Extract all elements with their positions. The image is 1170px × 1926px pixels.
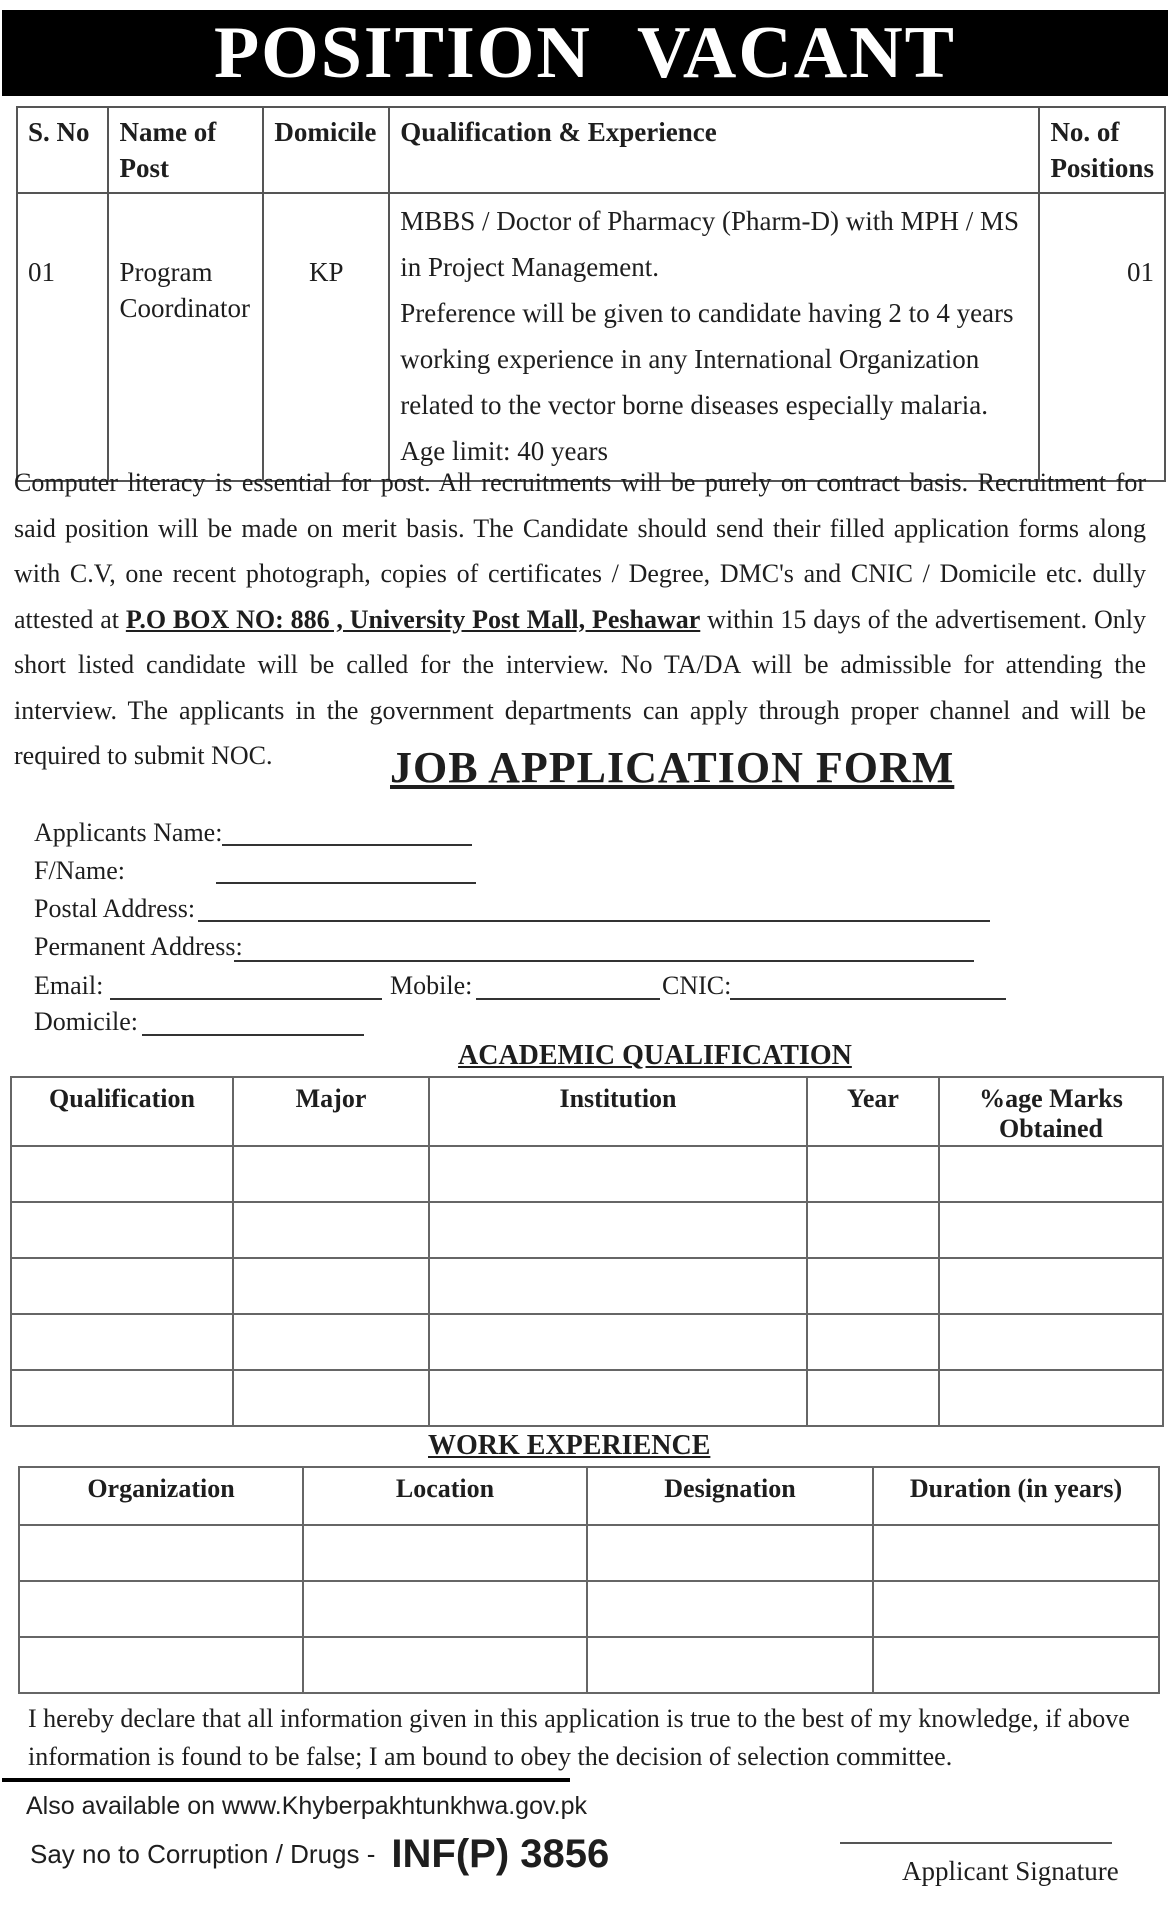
academic-header-row <box>11 1077 1163 1146</box>
table-cell[interactable] <box>429 1202 807 1258</box>
table-cell[interactable] <box>233 1146 429 1202</box>
cell-qualification <box>389 193 1039 481</box>
slogan-text: Say no to Corruption / Drugs - <box>30 1839 376 1869</box>
header-organization: Organization <box>19 1467 303 1525</box>
email-label: Email: <box>34 971 104 1000</box>
table-cell[interactable] <box>939 1202 1163 1258</box>
domicile-field[interactable] <box>142 1034 364 1036</box>
table-cell[interactable] <box>429 1146 807 1202</box>
notice-text: Computer literacy is essential for post. All recruitments will be purely on contract basis. Recruitment for said position will be made on merit basis. The Candidate should send their filled application forms along with C.V, one recent photograph, copies of certificates / Degree, DMC's and CNIC / Domicile etc. dully attested at <box>14 468 1146 634</box>
academic-title: ACADEMIC QUALIFICATION <box>458 1040 852 1071</box>
applicant-name-label: Applicants Name: <box>34 818 223 847</box>
header-positions: No. of Positions <box>1039 107 1165 193</box>
header-qualification: Qualification <box>11 1077 233 1146</box>
qualification-line: working experience in any International Organization <box>400 344 980 374</box>
table-row <box>19 1525 1159 1581</box>
qualification-line: MBBS / Doctor of Pharmacy (Pharm-D) with MPH / MS <box>400 206 1019 236</box>
table-row <box>19 1637 1159 1693</box>
table-cell[interactable] <box>807 1314 939 1370</box>
signature-line[interactable] <box>840 1842 1112 1844</box>
domicile-label: Domicile: <box>34 1007 138 1036</box>
table-cell[interactable] <box>11 1202 233 1258</box>
table-cell[interactable] <box>233 1370 429 1426</box>
work-experience-title: WORK EXPERIENCE <box>428 1430 711 1461</box>
email-field[interactable] <box>110 998 382 1000</box>
postal-address-field[interactable] <box>198 920 990 922</box>
mobile-label: Mobile: <box>390 971 473 1000</box>
table-cell[interactable] <box>587 1637 873 1693</box>
table-cell[interactable] <box>233 1202 429 1258</box>
table-cell[interactable] <box>873 1525 1159 1581</box>
header-post: Name of Post <box>108 107 263 193</box>
header-sno: S. No <box>17 107 108 193</box>
form-title: JOB APPLICATION FORM <box>390 743 955 792</box>
header-duration: Duration (in years) <box>873 1467 1159 1525</box>
header-location: Location <box>303 1467 587 1525</box>
table-cell[interactable] <box>939 1370 1163 1426</box>
positions-table <box>16 106 1166 482</box>
permanent-address-field[interactable] <box>234 960 974 962</box>
table-cell[interactable] <box>429 1258 807 1314</box>
table-cell[interactable] <box>807 1202 939 1258</box>
header-marks: %age Marks Obtained <box>939 1077 1163 1146</box>
mobile-field[interactable] <box>476 998 660 1000</box>
header-major: Major <box>233 1077 429 1146</box>
slogan <box>30 1832 609 1877</box>
table-cell[interactable] <box>939 1314 1163 1370</box>
table-row <box>17 193 1165 481</box>
table-cell[interactable] <box>303 1581 587 1637</box>
cell-positions: 01 <box>1039 193 1165 481</box>
table-cell[interactable] <box>939 1146 1163 1202</box>
notice-paragraph <box>14 460 1146 779</box>
work-experience-table <box>18 1466 1160 1694</box>
declaration-text: I hereby declare that all information given in this application is true to the best of my knowledge, if above information is found to be false; I am bound to obey the decision of selection committee. <box>28 1704 1130 1771</box>
header-designation: Designation <box>587 1467 873 1525</box>
table-cell[interactable] <box>807 1258 939 1314</box>
positions-header-row <box>17 107 1165 193</box>
header-domicile: Domicile <box>263 107 389 193</box>
table-cell[interactable] <box>807 1370 939 1426</box>
postal-address: P.O BOX NO: 886 , University Post Mall, Peshawar <box>125 604 701 634</box>
academic-table <box>10 1076 1164 1427</box>
table-cell[interactable] <box>303 1637 587 1693</box>
website-note: Also available on www.Khyberpakhtunkhwa.gov.pk <box>26 1792 587 1820</box>
permanent-address-label: Permanent Address: <box>34 932 243 961</box>
father-name-label: F/Name: <box>34 856 125 885</box>
qualification-line: related to the vector borne diseases especially malaria. <box>400 390 989 420</box>
table-cell[interactable] <box>429 1314 807 1370</box>
table-cell[interactable] <box>11 1314 233 1370</box>
signature-label: Applicant Signature <box>902 1856 1119 1886</box>
table-cell[interactable] <box>429 1370 807 1426</box>
cell-post: Program Coordinator <box>108 193 263 481</box>
father-name-field[interactable] <box>216 882 476 884</box>
table-cell[interactable] <box>11 1370 233 1426</box>
table-row <box>11 1370 1163 1426</box>
inf-number: INF(P) 3856 <box>391 1832 610 1876</box>
table-cell[interactable] <box>587 1525 873 1581</box>
qualification-line: Preference will be given to candidate having 2 to 4 years <box>400 298 1014 328</box>
cell-sno: 01 <box>17 193 108 481</box>
table-cell[interactable] <box>303 1525 587 1581</box>
header-qualification: Qualification & Experience <box>389 107 1039 193</box>
table-cell[interactable] <box>873 1637 1159 1693</box>
table-cell[interactable] <box>233 1314 429 1370</box>
table-row <box>19 1581 1159 1637</box>
qualification-line: Age limit: 40 years <box>400 436 608 466</box>
table-cell[interactable] <box>11 1258 233 1314</box>
postal-address-label: Postal Address: <box>34 894 196 923</box>
table-cell[interactable] <box>11 1146 233 1202</box>
header-year: Year <box>807 1077 939 1146</box>
table-row <box>11 1314 1163 1370</box>
work-header-row <box>19 1467 1159 1525</box>
qualification-line: in Project Management. <box>400 252 659 282</box>
table-cell[interactable] <box>873 1581 1159 1637</box>
table-cell[interactable] <box>19 1525 303 1581</box>
table-row <box>11 1258 1163 1314</box>
cnic-field[interactable] <box>730 998 1006 1000</box>
table-cell[interactable] <box>807 1146 939 1202</box>
cell-domicile: KP <box>263 193 389 481</box>
cnic-label: CNIC: <box>662 971 732 1000</box>
table-cell[interactable] <box>233 1258 429 1314</box>
table-row <box>11 1146 1163 1202</box>
header-institution: Institution <box>429 1077 807 1146</box>
table-cell[interactable] <box>19 1637 303 1693</box>
footer-divider <box>2 1778 570 1782</box>
table-cell[interactable] <box>939 1258 1163 1314</box>
applicant-name-field[interactable] <box>222 844 472 846</box>
table-cell[interactable] <box>587 1581 873 1637</box>
table-row <box>11 1202 1163 1258</box>
table-cell[interactable] <box>19 1581 303 1637</box>
notice-text: within 15 days of the advertisement. Only short listed candidate will be called for the interview. No TA/DA will be admissible for attending the interview. The applicants in the government departments can apply through proper channel and will be required to submit NOC. <box>14 604 1146 770</box>
page-title: POSITION VACANT <box>2 10 1168 96</box>
